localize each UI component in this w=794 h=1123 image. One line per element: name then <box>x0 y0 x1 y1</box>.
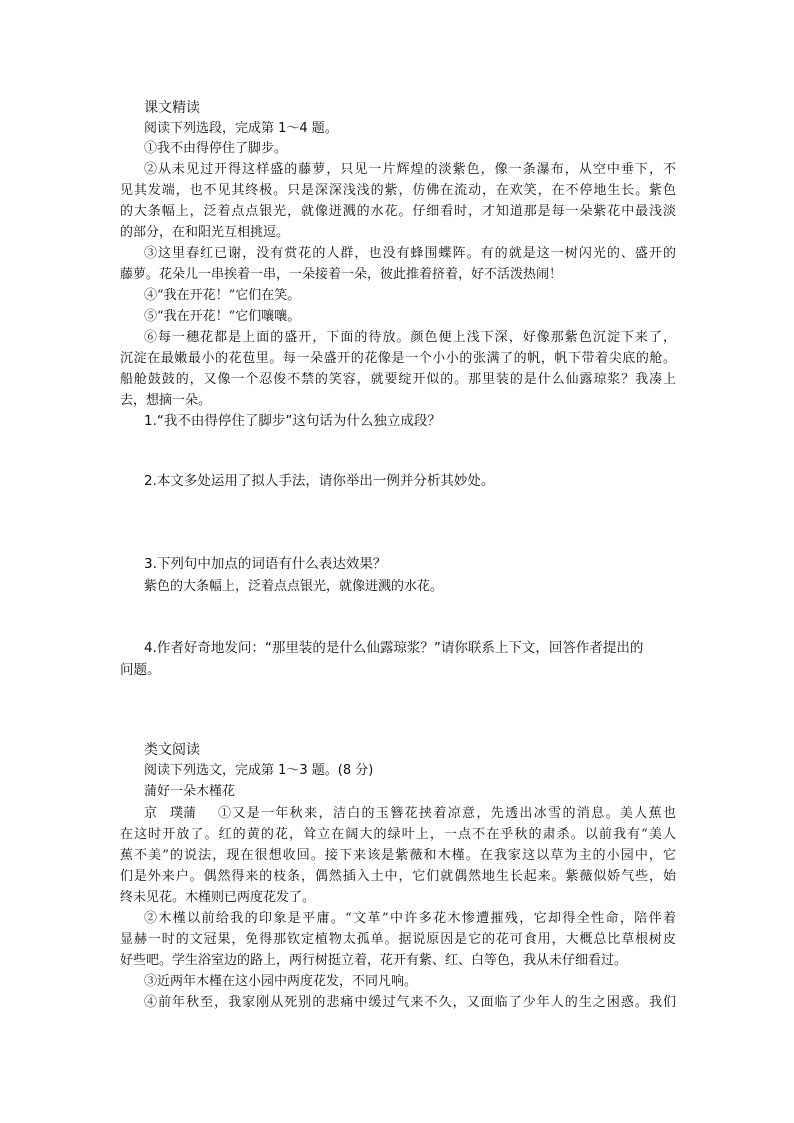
article-paragraph-2-line: 显赫一时的文冠果，免得那钦定植物太孤单。据说原因是它的花可食用，大概总比草根树皮 <box>120 932 676 947</box>
paragraph-1: ①我不由得停住了脚步。 <box>144 141 288 156</box>
article-title: 蒲好一朵木槿花 <box>144 784 236 799</box>
article-paragraph-2-line: ②木槿以前给我的印象是平庸。“文革”中许多花木惨遭摧残，它却得全性命，陪伴着 <box>144 911 676 926</box>
paragraph-6-line: 船舱鼓鼓的，又像一个忍俊不禁的笑容，就要绽开似的。那里装的是什么仙露琼浆？我凑上 <box>120 372 676 387</box>
paragraph-3-line: 藤萝。花朵儿一串挨着一串，一朵接着一朵，彼此推着挤着，好不活泼热闹！ <box>120 267 563 282</box>
question-3-sentence: 紫色的大条幅上，泛着点点银光，就像迸溅的水花。 <box>144 579 444 594</box>
article-paragraph-2-line: 好些吧。学生浴室边的路上，两行树挺立着，花开有紫、红、白等色，我从未仔细看过。 <box>120 953 628 968</box>
paragraph-4: ④“我在开花！”它们在笑。 <box>144 288 301 303</box>
paragraph-2-line: 的部分，在和阳光互相挑逗。 <box>120 225 290 240</box>
question-4-line: 问题。 <box>120 662 161 678</box>
article-paragraph-1-line: ①又是一年秋来，洁白的玉簪花挟着凉意，先透出冰雪的消息。美人蕉也 <box>218 806 676 821</box>
instruction-related-reading: 阅读下列选文，完成第 1～3 题。(8 分) <box>144 763 374 778</box>
paragraph-2-line: 见其发端，也不见其终极。只是深深浅浅的紫，仿佛在流动，在欢笑，在不停地生长。紫色 <box>120 183 676 198</box>
paragraph-6-line: 去，想摘一朵。 <box>120 393 212 408</box>
paragraph-5: ⑤“我在开花！”它们嚷嚷。 <box>144 309 301 324</box>
question-2: 2.本文多处运用了拟人手法，请你举出一例并分析其妙处。 <box>144 473 495 489</box>
section-heading-related-reading: 类文阅读 <box>144 742 200 758</box>
question-3: 3.下列句中加点的词语有什么表达效果？ <box>144 556 387 572</box>
paragraph-6-line: 沉淀在最嫩最小的花苞里。每一朵盛开的花像是一个小小的张满了的帆，帆下带着尖底的舱。 <box>120 351 676 366</box>
paragraph-3-line: ③这里春红已谢，没有赏花的人群，也没有蜂围蝶阵。有的就是这一树闪光的、盛开的 <box>144 246 676 261</box>
section-heading-close-reading: 课文精读 <box>144 100 200 116</box>
article-paragraph-1-line: 终未见花。木槿则已两度花发了。 <box>120 890 316 905</box>
article-paragraph-3: ③近两年木槿在这小园中两度花发，不同凡响。 <box>144 974 418 989</box>
question-4-line: 4.作者好奇地发问：“那里装的是什么仙露琼浆？”请你联系上下文，回答作者提出的 <box>144 640 644 656</box>
paragraph-2-line: 的大条幅上，泛着点点银光，就像迸溅的水花。仔细看时，才知道那是每一朵紫花中最浅淡 <box>120 204 676 219</box>
paragraph-6-line: ⑥每一穗花都是上面的盛开，下面的待放。颜色便上浅下深，好像那紫色沉淀下来了， <box>144 330 676 345</box>
article-paragraph-1-line: 们是外来户。偶然得来的枝条，偶然插入土中，它们就偶然地生长起来。紫薇似娇气些，始 <box>120 869 676 884</box>
article-paragraph-4-line: ④前年秋至，我家刚从死别的悲痛中缓过气来不久，又面临了少年人的生之困惑。我们 <box>144 995 676 1010</box>
question-1: 1.“我不由得停住了脚步”这句话为什么独立成段？ <box>144 413 441 429</box>
paragraph-2-line: ②从未见过开得这样盛的藤萝，只见一片辉煌的淡紫色，像一条瀑布，从空中垂下，不 <box>144 162 676 177</box>
article-paragraph-1-line: 蕉不美”的说法，现在很想收回。接下来该是紫薇和木槿。在我家这以草为主的小园中，它 <box>120 848 676 863</box>
article-paragraph-1-line: 在这时开放了。红的黄的花，耸立在阔大的绿叶上，一点不在乎秋的肃杀。以前我有“美人 <box>120 827 676 842</box>
article-author: 京 璞蒲 <box>144 806 197 821</box>
instruction-close-reading: 阅读下列选段，完成第 1～4 题。 <box>144 121 338 136</box>
